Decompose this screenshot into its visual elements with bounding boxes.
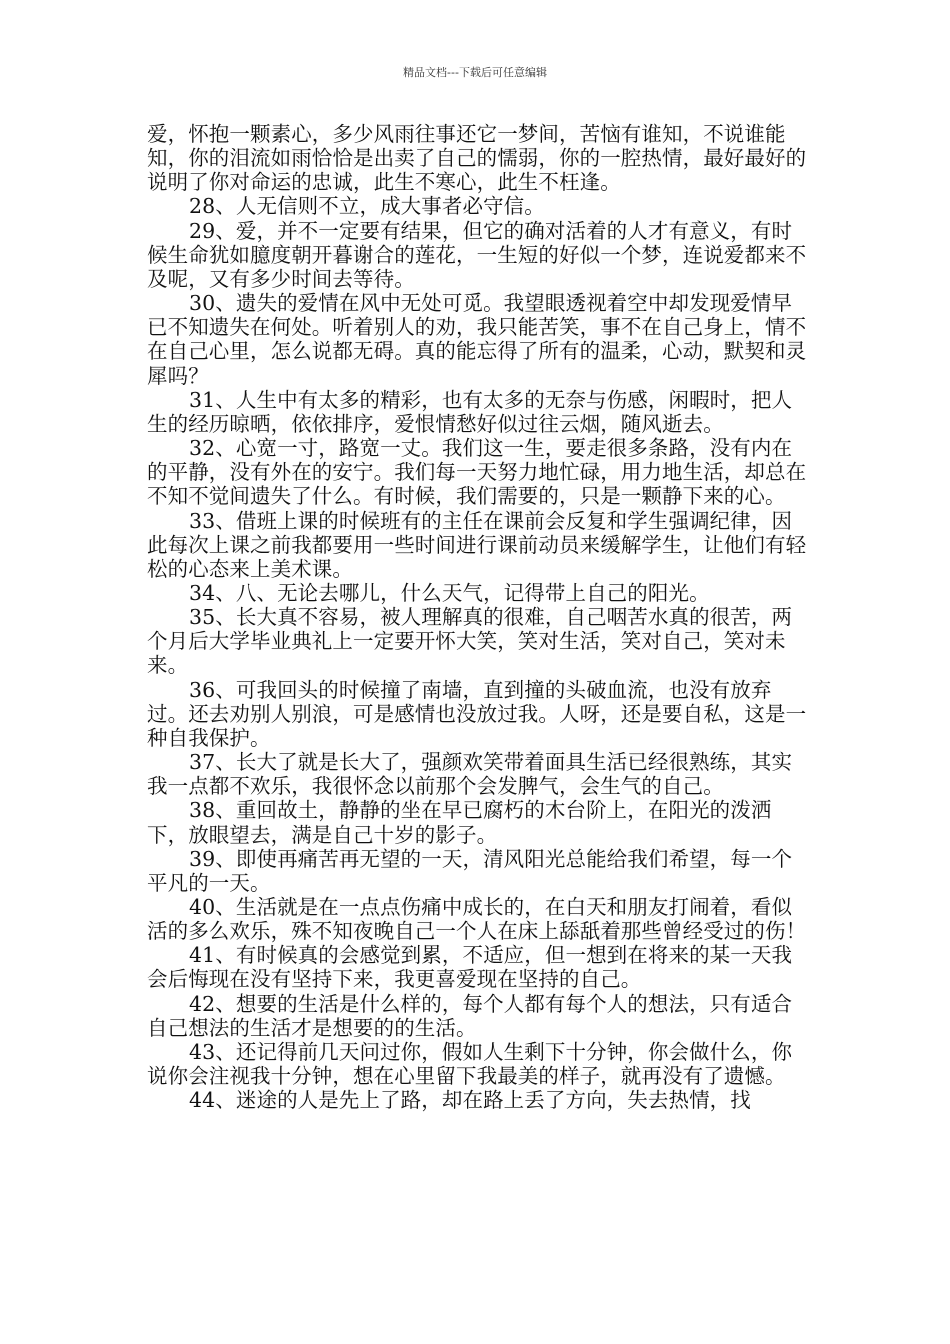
paragraph-32: 32、心宽一寸，路宽一丈。我们这一生，要走很多条路，没有内在的平静，没有外在的安宁。我们每一天努力地忙碌，用力地生活，却总在不知不觉间遗失了什么。有时候，我们需要的，只是一颗静下来的心。	[147, 436, 807, 509]
paragraph-33: 33、借班上课的时候班有的主任在课前会反复和学生强调纪律，因此每次上课之前我都要用一些时间进行课前动员来缓解学生，让他们有轻松的心态来上美术课。	[147, 508, 807, 581]
paragraph-43: 43、还记得前几天问过你，假如人生剩下十分钟，你会做什么，你说你会注视我十分钟，想在心里留下我最美的样子，就再没有了遗憾。	[147, 1039, 793, 1089]
paragraph-42: 42、想要的生活是什么样的，每个人都有每个人的想法，只有适合自己想法的生活才是想要的的生活。	[147, 991, 793, 1040]
paragraph-39: 39、即使再痛苦再无望的一天，清风阳光总能给我们希望，每一个平凡的一天。	[147, 846, 793, 895]
document-body	[147, 122, 812, 1112]
paragraph-34: 34、八、无论去哪儿，什么天气，记得带上自己的阳光。	[189, 580, 710, 605]
paragraph-30: 30、遗失的爱情在风中无处可觅。我望眼透视着空中却发现爱情早已不知遗失在何处。听着别人的劝，我只能苦笑，事不在自己身上，情不在自己心里，怎么说都无碍。真的能忘得了所有的温柔，心动，默契和灵犀吗？	[147, 291, 807, 388]
paragraph-37: 37、长大了就是长大了，强颜欢笑带着面具生活已经很熟练，其实我一点都不欢乐，我很怀念以前那个会发脾气，会生气的自己。	[147, 750, 793, 799]
paragraph-38: 38、重回故土，静静的坐在早已腐朽的木台阶上，在阳光的泼洒下，放眼望去，满是自己十岁的影子。	[147, 798, 772, 847]
paragraph-44: 44、迷途的人是先上了路，却在路上丢了方向，失去热情，找	[189, 1088, 751, 1113]
page-header: 精品文档---下载后可任意编辑	[403, 66, 547, 79]
paragraph-41: 41、有时候真的会感觉到累，不适应，但一想到在将来的某一天我会后悔现在没有坚持下来，我更喜爱现在坚持的自己。	[147, 943, 793, 992]
paragraph-40: 40、生活就是在一点点伤痛中成长的，在白天和朋友打闹着，看似活的多么欢乐，殊不知夜晚自己一个人在床上舔舐着那些曾经受过的伤！	[147, 895, 807, 944]
paragraph-36: 36、可我回头的时候撞了南墙，直到撞的头破血流，也没有放弃过。还去劝别人别浪，可是感情也没放过我。人呀，还是要自私，这是一种自我保护。	[147, 677, 807, 750]
paragraph-29: 29、爱，并不一定要有结果，但它的确对活着的人才有意义，有时候生命犹如臆度朝开暮谢合的莲花，一生短的好似一个梦，连说爱都来不及呢，又有多少时间去等待。	[147, 218, 807, 291]
paragraph-28: 28、人无信则不立，成大事者必守信。	[189, 194, 545, 219]
paragraph-35: 35、长大真不容易，被人理解真的很难，自己咽苦水真的很苦，两个月后大学毕业典礼上一定要开怀大笑，笑对生活，笑对自己，笑对未来。	[147, 605, 793, 678]
paragraph-31: 31、人生中有太多的精彩，也有太多的无奈与伤感，闲暇时，把人生的经历晾晒，依依排序，爱恨情愁好似过往云烟，随风逝去。	[147, 387, 793, 436]
paragraph-continuation: 爱，怀抱一颗素心，多少风雨往事还它一梦间，苦恼有谁知，不说谁能知，你的泪流如雨恰恰是出卖了自己的懦弱，你的一腔热情，最好最好的说明了你对命运的忠诚，此生不寒心，此生不枉逢。	[147, 122, 807, 195]
